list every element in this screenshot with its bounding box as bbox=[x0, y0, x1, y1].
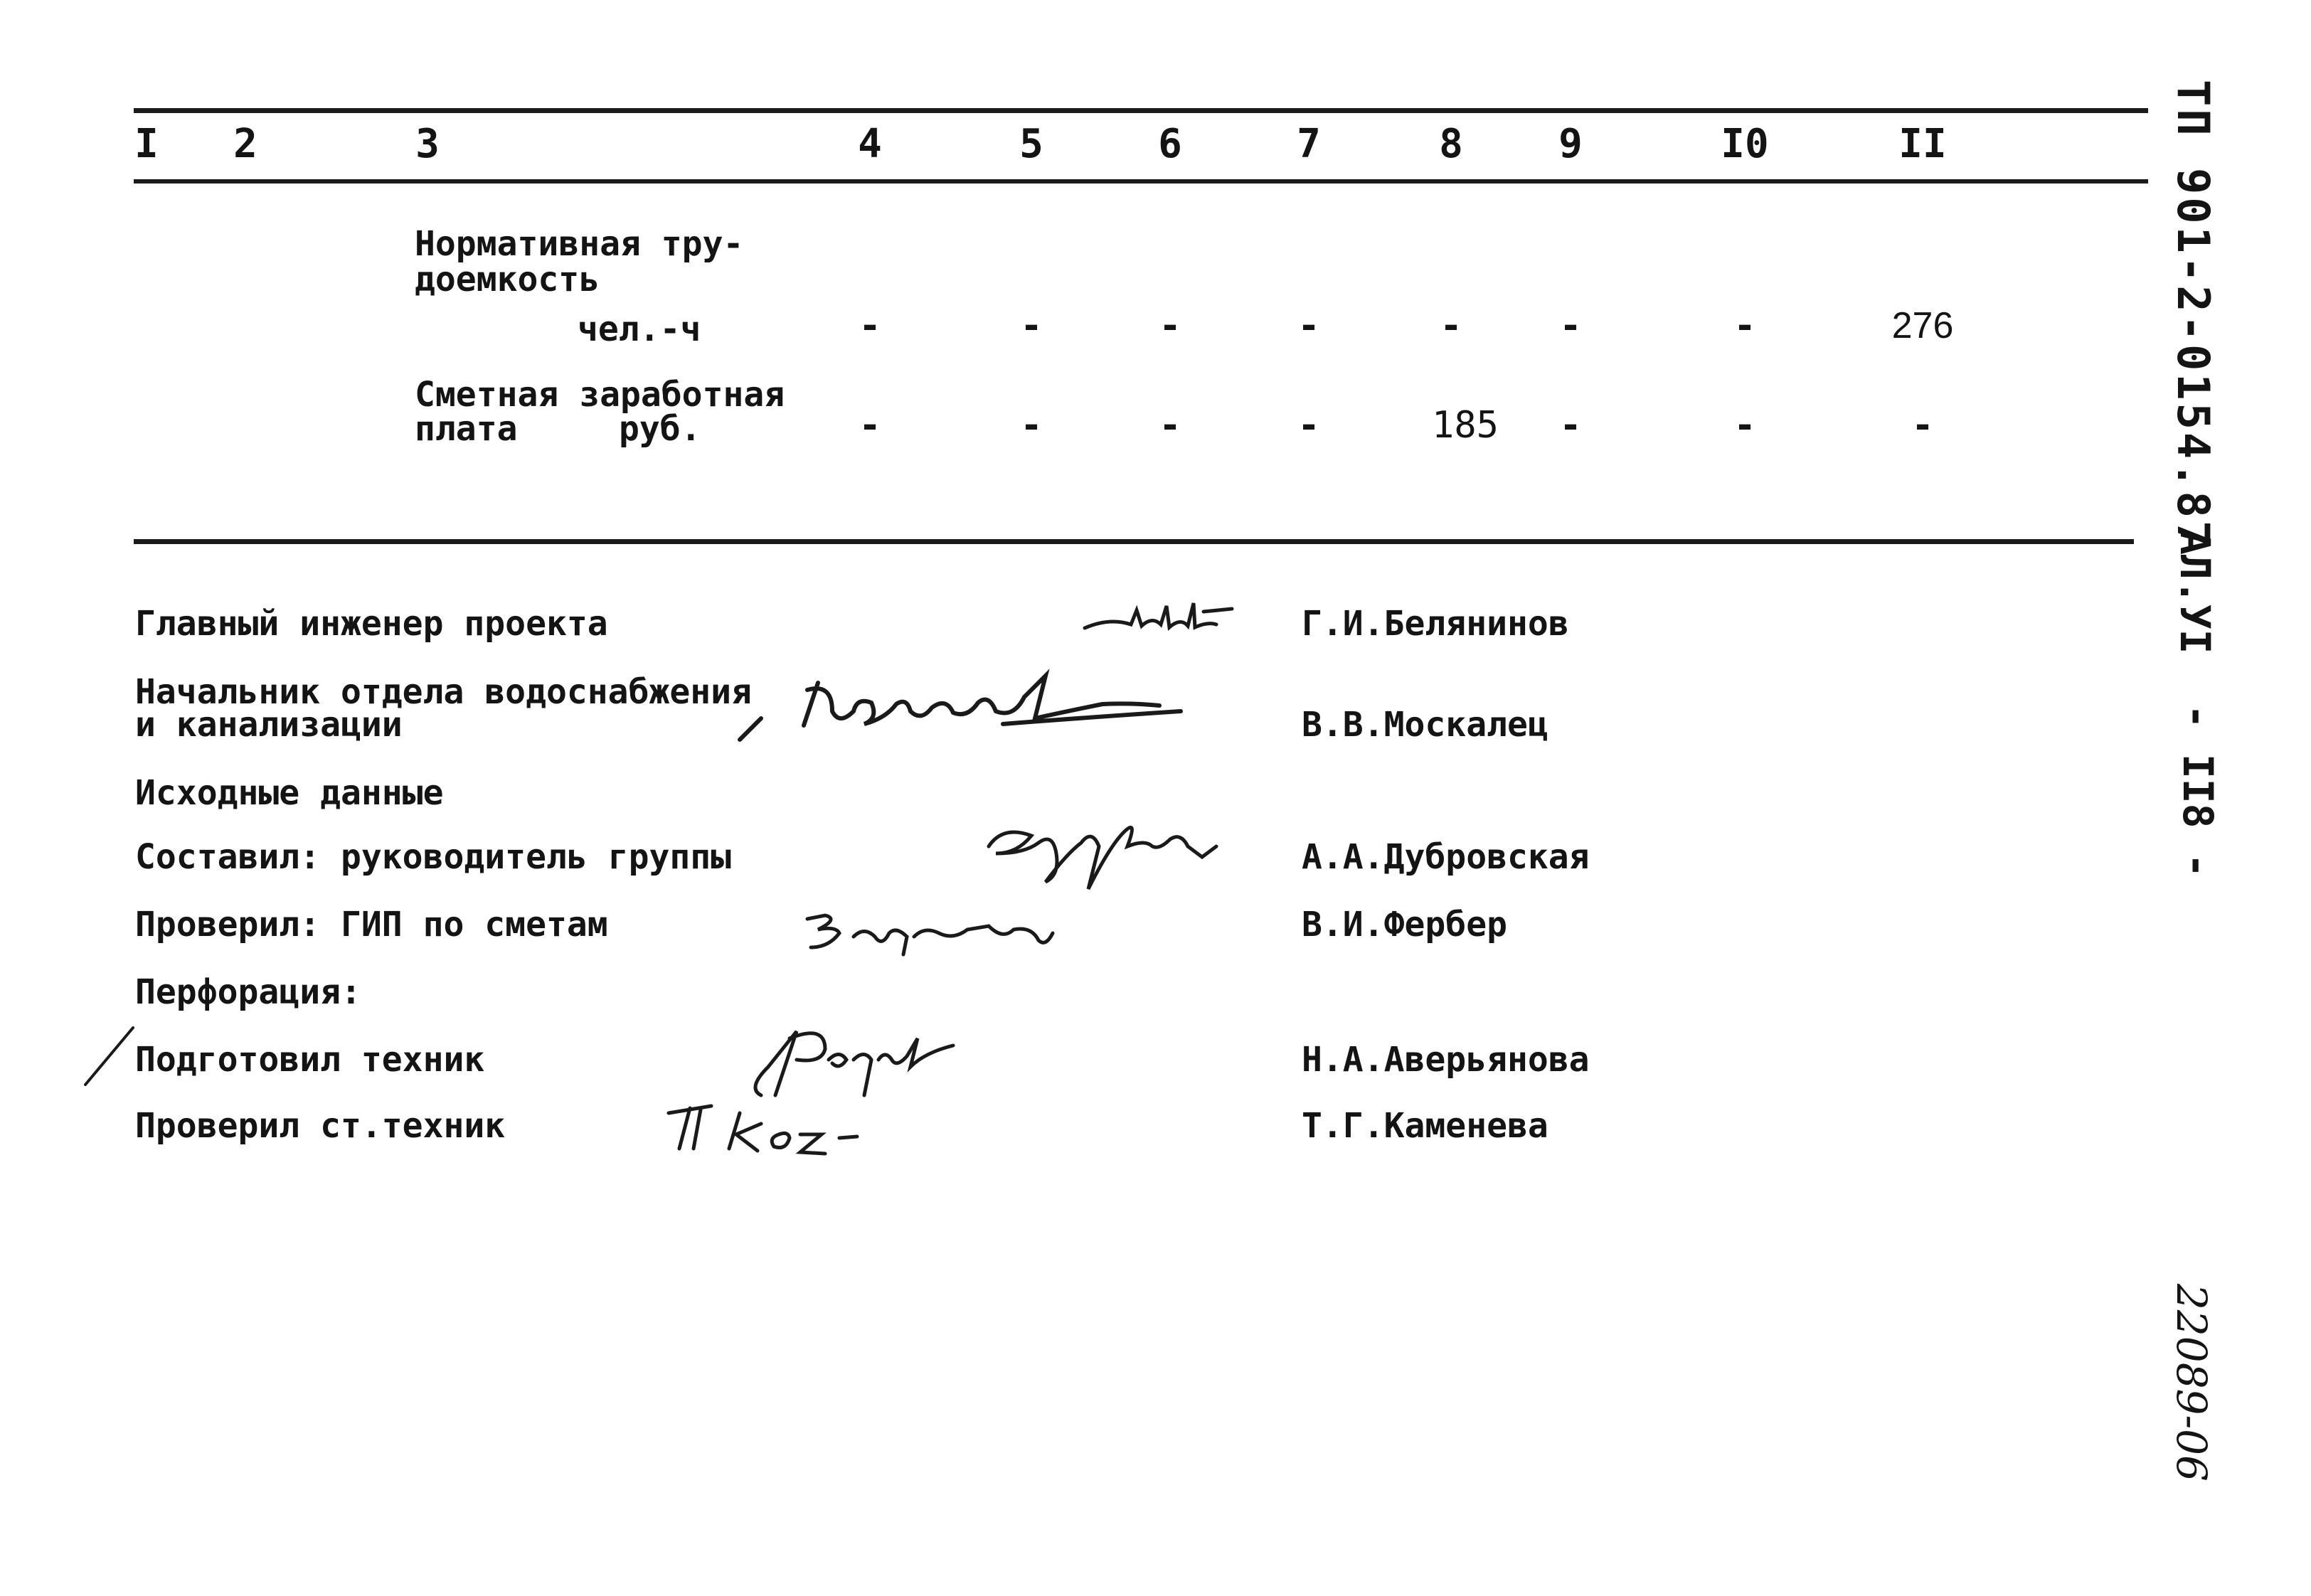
column-header-8: 8 bbox=[1439, 121, 1463, 167]
wage-label-line2: плата bbox=[415, 409, 518, 449]
margin-check-mark bbox=[82, 1024, 139, 1088]
column-header-5: 5 bbox=[1019, 121, 1043, 167]
table-header-rule bbox=[134, 179, 2148, 183]
labor-cell-col4: - bbox=[859, 304, 881, 347]
sig-role-checked-senior-technician: Проверил ст.техник bbox=[135, 1106, 506, 1146]
section-divider-rule bbox=[134, 539, 2134, 544]
wage-cell-col11: - bbox=[1911, 404, 1934, 447]
column-header-1: I bbox=[134, 121, 159, 167]
signature-checked-by bbox=[797, 898, 1067, 962]
column-header-11: II bbox=[1898, 121, 1947, 167]
sig-name-chief-engineer: Г.И.Белянинов bbox=[1302, 604, 1569, 644]
labor-cell-col9: - bbox=[1559, 304, 1582, 347]
wage-cell-col6: - bbox=[1159, 404, 1181, 447]
labor-cell-col11: 276 bbox=[1891, 305, 1954, 346]
column-header-4: 4 bbox=[858, 121, 882, 167]
signature-chief-engineer bbox=[1081, 596, 1245, 653]
column-header-9: 9 bbox=[1558, 121, 1583, 167]
column-header-3: 3 bbox=[415, 121, 440, 167]
labor-unit: чел.-ч bbox=[578, 309, 701, 349]
wage-cell-col7: - bbox=[1297, 404, 1320, 447]
sig-name-checked-senior-technician: Т.Г.Каменева bbox=[1302, 1106, 1548, 1146]
sig-role-perforation: Перфорация: bbox=[135, 972, 361, 1012]
signature-compiled-by bbox=[974, 804, 1231, 896]
wage-cell-col10: - bbox=[1733, 404, 1756, 447]
labor-label-line1: Нормативная тру- bbox=[415, 224, 744, 264]
labor-cell-col8: - bbox=[1440, 304, 1462, 347]
wage-cell-col4: - bbox=[859, 404, 881, 447]
column-header-6: 6 bbox=[1158, 121, 1182, 167]
sig-role-checked-by: Проверил: ГИП по сметам bbox=[135, 905, 608, 945]
labor-cell-col7: - bbox=[1297, 304, 1320, 347]
labor-label-line2: доемкость bbox=[415, 260, 600, 299]
table-top-rule bbox=[134, 108, 2148, 113]
signature-dept-head bbox=[733, 669, 1188, 747]
sig-name-prepared-technician: Н.А.Аверьянова bbox=[1302, 1040, 1590, 1080]
column-header-10: I0 bbox=[1721, 121, 1769, 167]
labor-cell-col5: - bbox=[1020, 304, 1043, 347]
sig-name-compiled-by: А.А.Дубровская bbox=[1302, 837, 1590, 877]
sig-role-source-data: Исходные данные bbox=[135, 773, 444, 813]
sig-role-dept-head-line2: и канализации bbox=[135, 705, 403, 745]
wage-cell-col5: - bbox=[1020, 404, 1043, 447]
signature-checked-senior-technician bbox=[662, 1095, 875, 1159]
wage-cell-col8: 185 bbox=[1432, 404, 1499, 447]
sig-name-checked-by: В.И.Фербер bbox=[1302, 905, 1507, 945]
sheet-number: АЛ.УI bbox=[2171, 530, 2219, 654]
wage-cell-col9: - bbox=[1559, 404, 1582, 447]
wage-unit: руб. bbox=[619, 409, 701, 449]
labor-cell-col6: - bbox=[1159, 304, 1181, 347]
inventory-number: 22089-06 bbox=[2167, 1284, 2216, 1481]
wage-label-line1: Сметная заработная bbox=[415, 375, 785, 415]
page-number: - II8 - bbox=[2174, 704, 2222, 878]
document-code: ТП 901-2-0154.87 bbox=[2167, 80, 2219, 550]
sig-name-dept-head: В.В.Москалец bbox=[1302, 705, 1548, 745]
column-header-7: 7 bbox=[1297, 121, 1321, 167]
sig-role-prepared-technician: Подготовил техник bbox=[135, 1040, 485, 1080]
sig-role-dept-head-line1: Начальник отдела водоснабжения bbox=[135, 672, 752, 712]
labor-cell-col10: - bbox=[1733, 304, 1756, 347]
column-header-2: 2 bbox=[233, 121, 257, 167]
sig-role-chief-engineer: Главный инженер проекта bbox=[135, 604, 608, 644]
sig-role-compiled-by: Составил: руководитель группы bbox=[135, 837, 732, 877]
